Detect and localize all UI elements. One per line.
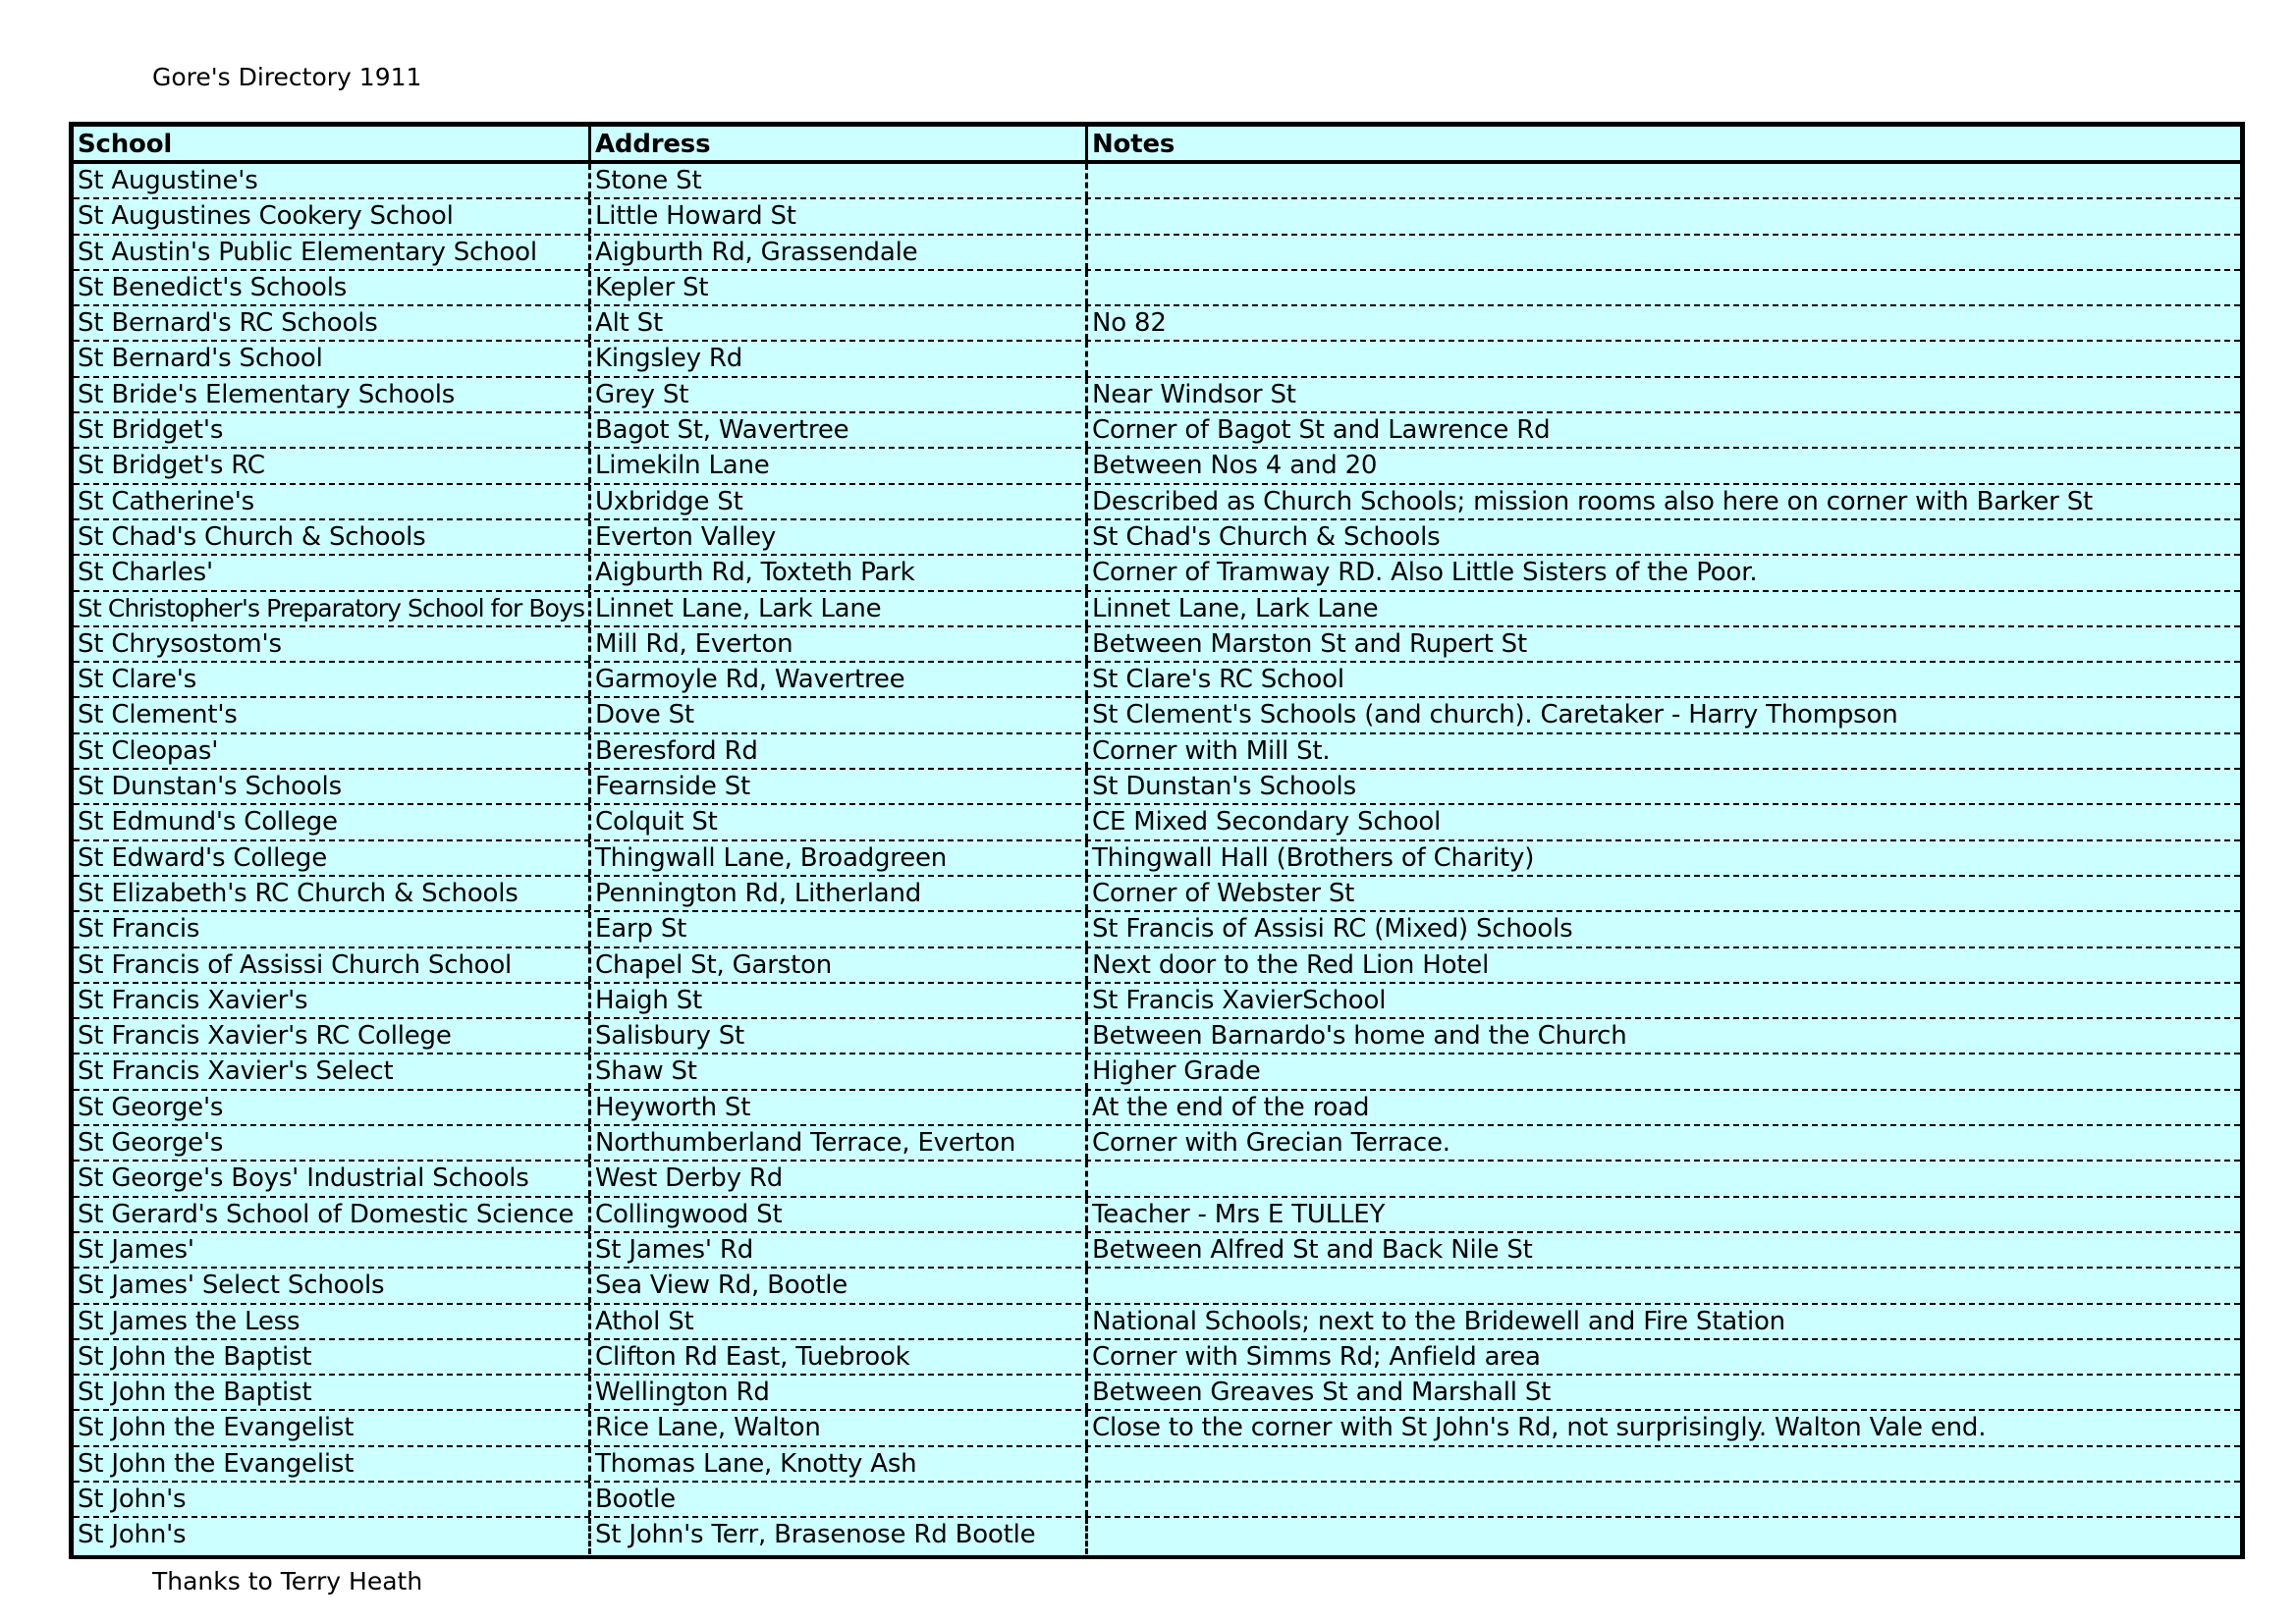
table-row (74, 1126, 2240, 1162)
cell-address: Fearnside St (591, 770, 1088, 803)
cell-notes: St Clement's Schools (and church). Caretaker - Harry Thompson (1092, 700, 1898, 730)
cell-address: Everton Valley (591, 520, 1088, 554)
table-row (74, 1376, 2240, 1411)
cell-school: St Augustine's (74, 164, 591, 197)
cell-address: Athol St (591, 1305, 1088, 1338)
table-row (74, 271, 2240, 306)
table-row (74, 1518, 2240, 1553)
cell-school: St James' (74, 1233, 591, 1267)
table-row (74, 413, 2240, 449)
cell-notes (1088, 271, 2240, 304)
cell-notes: St Clare's RC School (1092, 665, 1344, 695)
cell-address: Mill Rd, Everton (591, 627, 1088, 661)
cell-school: St Edmund's College (74, 805, 591, 838)
table-row (74, 877, 2240, 912)
cell-address: Clifton Rd East, Tuebrook (591, 1340, 1088, 1374)
column-header-school: School (74, 127, 591, 160)
cell-address: Salisbury St (591, 1019, 1088, 1053)
cell-address: Collingwood St (591, 1198, 1088, 1231)
cell-address: Sea View Rd, Bootle (591, 1269, 1088, 1302)
cell-school: St Charles' (74, 556, 591, 589)
cell-notes: No 82 (1092, 308, 1167, 339)
cell-notes (1088, 236, 2240, 269)
cell-notes: Near Windsor St (1092, 379, 1296, 409)
cell-notes: Thingwall Hall (Brothers of Charity) (1092, 842, 1535, 873)
cell-notes: Corner with Simms Rd; Anfield area (1092, 1341, 1541, 1372)
cell-school: St George's (74, 1126, 591, 1160)
cell-notes: CE Mixed Secondary School (1092, 807, 1442, 838)
cell-notes (1088, 1162, 2240, 1195)
cell-school: St John the Evangelist (74, 1447, 591, 1481)
page-title: Gore's Directory 1911 (152, 63, 422, 91)
cell-address: Beresford Rd (591, 734, 1088, 768)
cell-notes: Close to the corner with St John's Rd, not surprisingly. Walton Vale end. (1092, 1413, 1987, 1443)
cell-address: Heyworth St (591, 1091, 1088, 1124)
cell-notes: Described as Church Schools; mission rooms also here on corner with Barker St (1092, 486, 2094, 516)
cell-address: Grey St (591, 378, 1088, 411)
cell-notes (1088, 1269, 2240, 1302)
cell-notes (1088, 1447, 2240, 1481)
table-body (74, 164, 2240, 1554)
cell-school: St James the Less (74, 1305, 591, 1338)
cell-address: Bootle (591, 1483, 1088, 1516)
table-row (74, 948, 2240, 984)
cell-notes: Corner of Bagot St and Lawrence Rd (1092, 415, 1551, 446)
cell-notes (1088, 199, 2240, 233)
cell-address: Alt St (591, 306, 1088, 340)
cell-school: St Elizabeth's RC Church & Schools (74, 877, 591, 910)
cell-notes (1088, 342, 2240, 375)
cell-address: West Derby Rd (591, 1162, 1088, 1195)
cell-address: Stone St (591, 164, 1088, 197)
cell-notes: Corner with Mill St. (1092, 735, 1331, 766)
cell-notes: Between Nos 4 and 20 (1092, 451, 1378, 481)
cell-school: St George's Boys' Industrial Schools (74, 1162, 591, 1195)
table-row (74, 485, 2240, 520)
table-row (74, 1305, 2240, 1340)
cell-notes: At the end of the road (1092, 1092, 1370, 1122)
cell-address: Aigburth Rd, Toxteth Park (591, 556, 1088, 589)
cell-notes: Between Barnardo's home and the Church (1092, 1021, 1627, 1052)
table-row (74, 378, 2240, 413)
table-row (74, 1198, 2240, 1233)
cell-address: St John's Terr, Brasenose Rd Bootle (591, 1518, 1088, 1553)
table-row (74, 734, 2240, 770)
cell-address: Chapel St, Garston (591, 948, 1088, 982)
cell-notes: St Francis XavierSchool (1092, 985, 1387, 1015)
table-header-row (74, 127, 2240, 164)
schools-table (69, 122, 2245, 1559)
table-row (74, 164, 2240, 199)
cell-notes: Next door to the Red Lion Hotel (1092, 949, 1490, 980)
cell-school: St John the Baptist (74, 1376, 591, 1409)
cell-notes: Higher Grade (1092, 1056, 1261, 1087)
cell-address: Thingwall Lane, Broadgreen (591, 841, 1088, 875)
table-row (74, 342, 2240, 377)
table-row (74, 1054, 2240, 1090)
table-row (74, 912, 2240, 947)
cell-school: St Francis Xavier's RC College (74, 1019, 591, 1053)
cell-address: Haigh St (591, 984, 1088, 1017)
cell-notes: Linnet Lane, Lark Lane (1092, 593, 1379, 623)
column-header-notes: Notes (1092, 130, 1175, 159)
table-row (74, 306, 2240, 342)
cell-address: Kepler St (591, 271, 1088, 304)
table-row (74, 449, 2240, 484)
cell-address: Linnet Lane, Lark Lane (591, 592, 1088, 625)
cell-school: St Bernard's School (74, 342, 591, 375)
cell-school: St Francis of Assissi Church School (74, 948, 591, 982)
table-row (74, 556, 2240, 591)
table-row (74, 592, 2240, 627)
cell-notes: St Francis of Assisi RC (Mixed) Schools (1092, 914, 1573, 945)
cell-school: St Francis Xavier's (74, 984, 591, 1017)
cell-school: St Francis (74, 912, 591, 946)
table-row (74, 984, 2240, 1019)
table-row (74, 1411, 2240, 1446)
cell-school: St John's (74, 1483, 591, 1516)
cell-school: St Dunstan's Schools (74, 770, 591, 803)
cell-address: Garmoyle Rd, Wavertree (591, 663, 1088, 696)
cell-school: St Augustines Cookery School (74, 199, 591, 233)
cell-school: St Gerard's School of Domestic Science (74, 1198, 591, 1231)
cell-notes: Between Marston St and Rupert St (1092, 628, 1527, 659)
table-row (74, 841, 2240, 877)
cell-school: St Bridget's (74, 413, 591, 447)
cell-notes: St Dunstan's Schools (1092, 772, 1356, 802)
cell-address: Wellington Rd (591, 1376, 1088, 1409)
table-row (74, 520, 2240, 556)
table-row (74, 627, 2240, 663)
cell-school: St Catherine's (74, 485, 591, 518)
cell-notes: Between Alfred St and Back Nile St (1092, 1234, 1533, 1265)
cell-address: Dove St (591, 698, 1088, 731)
table-row (74, 1091, 2240, 1126)
cell-school: St Cleopas' (74, 734, 591, 768)
column-header-address: Address (591, 127, 1088, 160)
cell-school: St Chad's Church & Schools (74, 520, 591, 554)
cell-address: Earp St (591, 912, 1088, 946)
cell-address: Shaw St (591, 1054, 1088, 1088)
cell-address: Northumberland Terrace, Everton (591, 1126, 1088, 1160)
cell-notes: Corner of Webster St (1092, 878, 1355, 908)
table-row (74, 1483, 2240, 1518)
table-row (74, 199, 2240, 235)
cell-school: St John's (74, 1518, 591, 1553)
cell-school: St Clare's (74, 663, 591, 696)
cell-address: Bagot St, Wavertree (591, 413, 1088, 447)
cell-school: St John the Evangelist (74, 1411, 591, 1444)
cell-school: St George's (74, 1091, 591, 1124)
cell-address: Thomas Lane, Knotty Ash (591, 1447, 1088, 1481)
cell-address: Limekiln Lane (591, 449, 1088, 482)
cell-address: Aigburth Rd, Grassendale (591, 236, 1088, 269)
cell-school: St Francis Xavier's Select (74, 1054, 591, 1088)
table-row (74, 1162, 2240, 1197)
cell-school: St Benedict's Schools (74, 271, 591, 304)
table-row (74, 1233, 2240, 1269)
cell-notes: Corner of Tramway RD. Also Little Sisters of the Poor. (1092, 558, 1758, 588)
cell-school: St Chrysostom's (74, 627, 591, 661)
table-row (74, 236, 2240, 271)
cell-address: Little Howard St (591, 199, 1088, 233)
cell-notes: Between Greaves St and Marshall St (1092, 1378, 1552, 1408)
cell-school: St Christopher's Preparatory School for Boys (74, 592, 591, 625)
cell-address: Rice Lane, Walton (591, 1411, 1088, 1444)
cell-school: St Austin's Public Elementary School (74, 236, 591, 269)
cell-school: St Bernard's RC Schools (74, 306, 591, 340)
cell-school: St Bride's Elementary Schools (74, 378, 591, 411)
cell-notes (1088, 1483, 2240, 1516)
cell-address: Kingsley Rd (591, 342, 1088, 375)
table-row (74, 1447, 2240, 1483)
cell-school: St Edward's College (74, 841, 591, 875)
cell-school: St Clement's (74, 698, 591, 731)
cell-notes: Corner with Grecian Terrace. (1092, 1128, 1450, 1159)
cell-school: St James' Select Schools (74, 1269, 591, 1302)
table-row (74, 1019, 2240, 1054)
cell-notes: St Chad's Church & Schools (1092, 521, 1441, 552)
table-row (74, 1340, 2240, 1376)
cell-notes (1088, 164, 2240, 197)
cell-notes: National Schools; next to the Bridewell and Fire Station (1092, 1306, 1785, 1336)
cell-notes: Teacher - Mrs E TULLEY (1092, 1199, 1386, 1229)
cell-school: St Bridget's RC (74, 449, 591, 482)
cell-address: Uxbridge St (591, 485, 1088, 518)
cell-address: St James' Rd (591, 1233, 1088, 1267)
table-row (74, 663, 2240, 698)
table-row (74, 805, 2240, 840)
table-row (74, 1269, 2240, 1304)
cell-address: Colquit St (591, 805, 1088, 838)
table-row (74, 698, 2240, 733)
cell-address: Pennington Rd, Litherland (591, 877, 1088, 910)
cell-school: St John the Baptist (74, 1340, 591, 1374)
cell-notes (1088, 1518, 2240, 1553)
table-row (74, 770, 2240, 805)
footer-credit: Thanks to Terry Heath (152, 1567, 423, 1595)
